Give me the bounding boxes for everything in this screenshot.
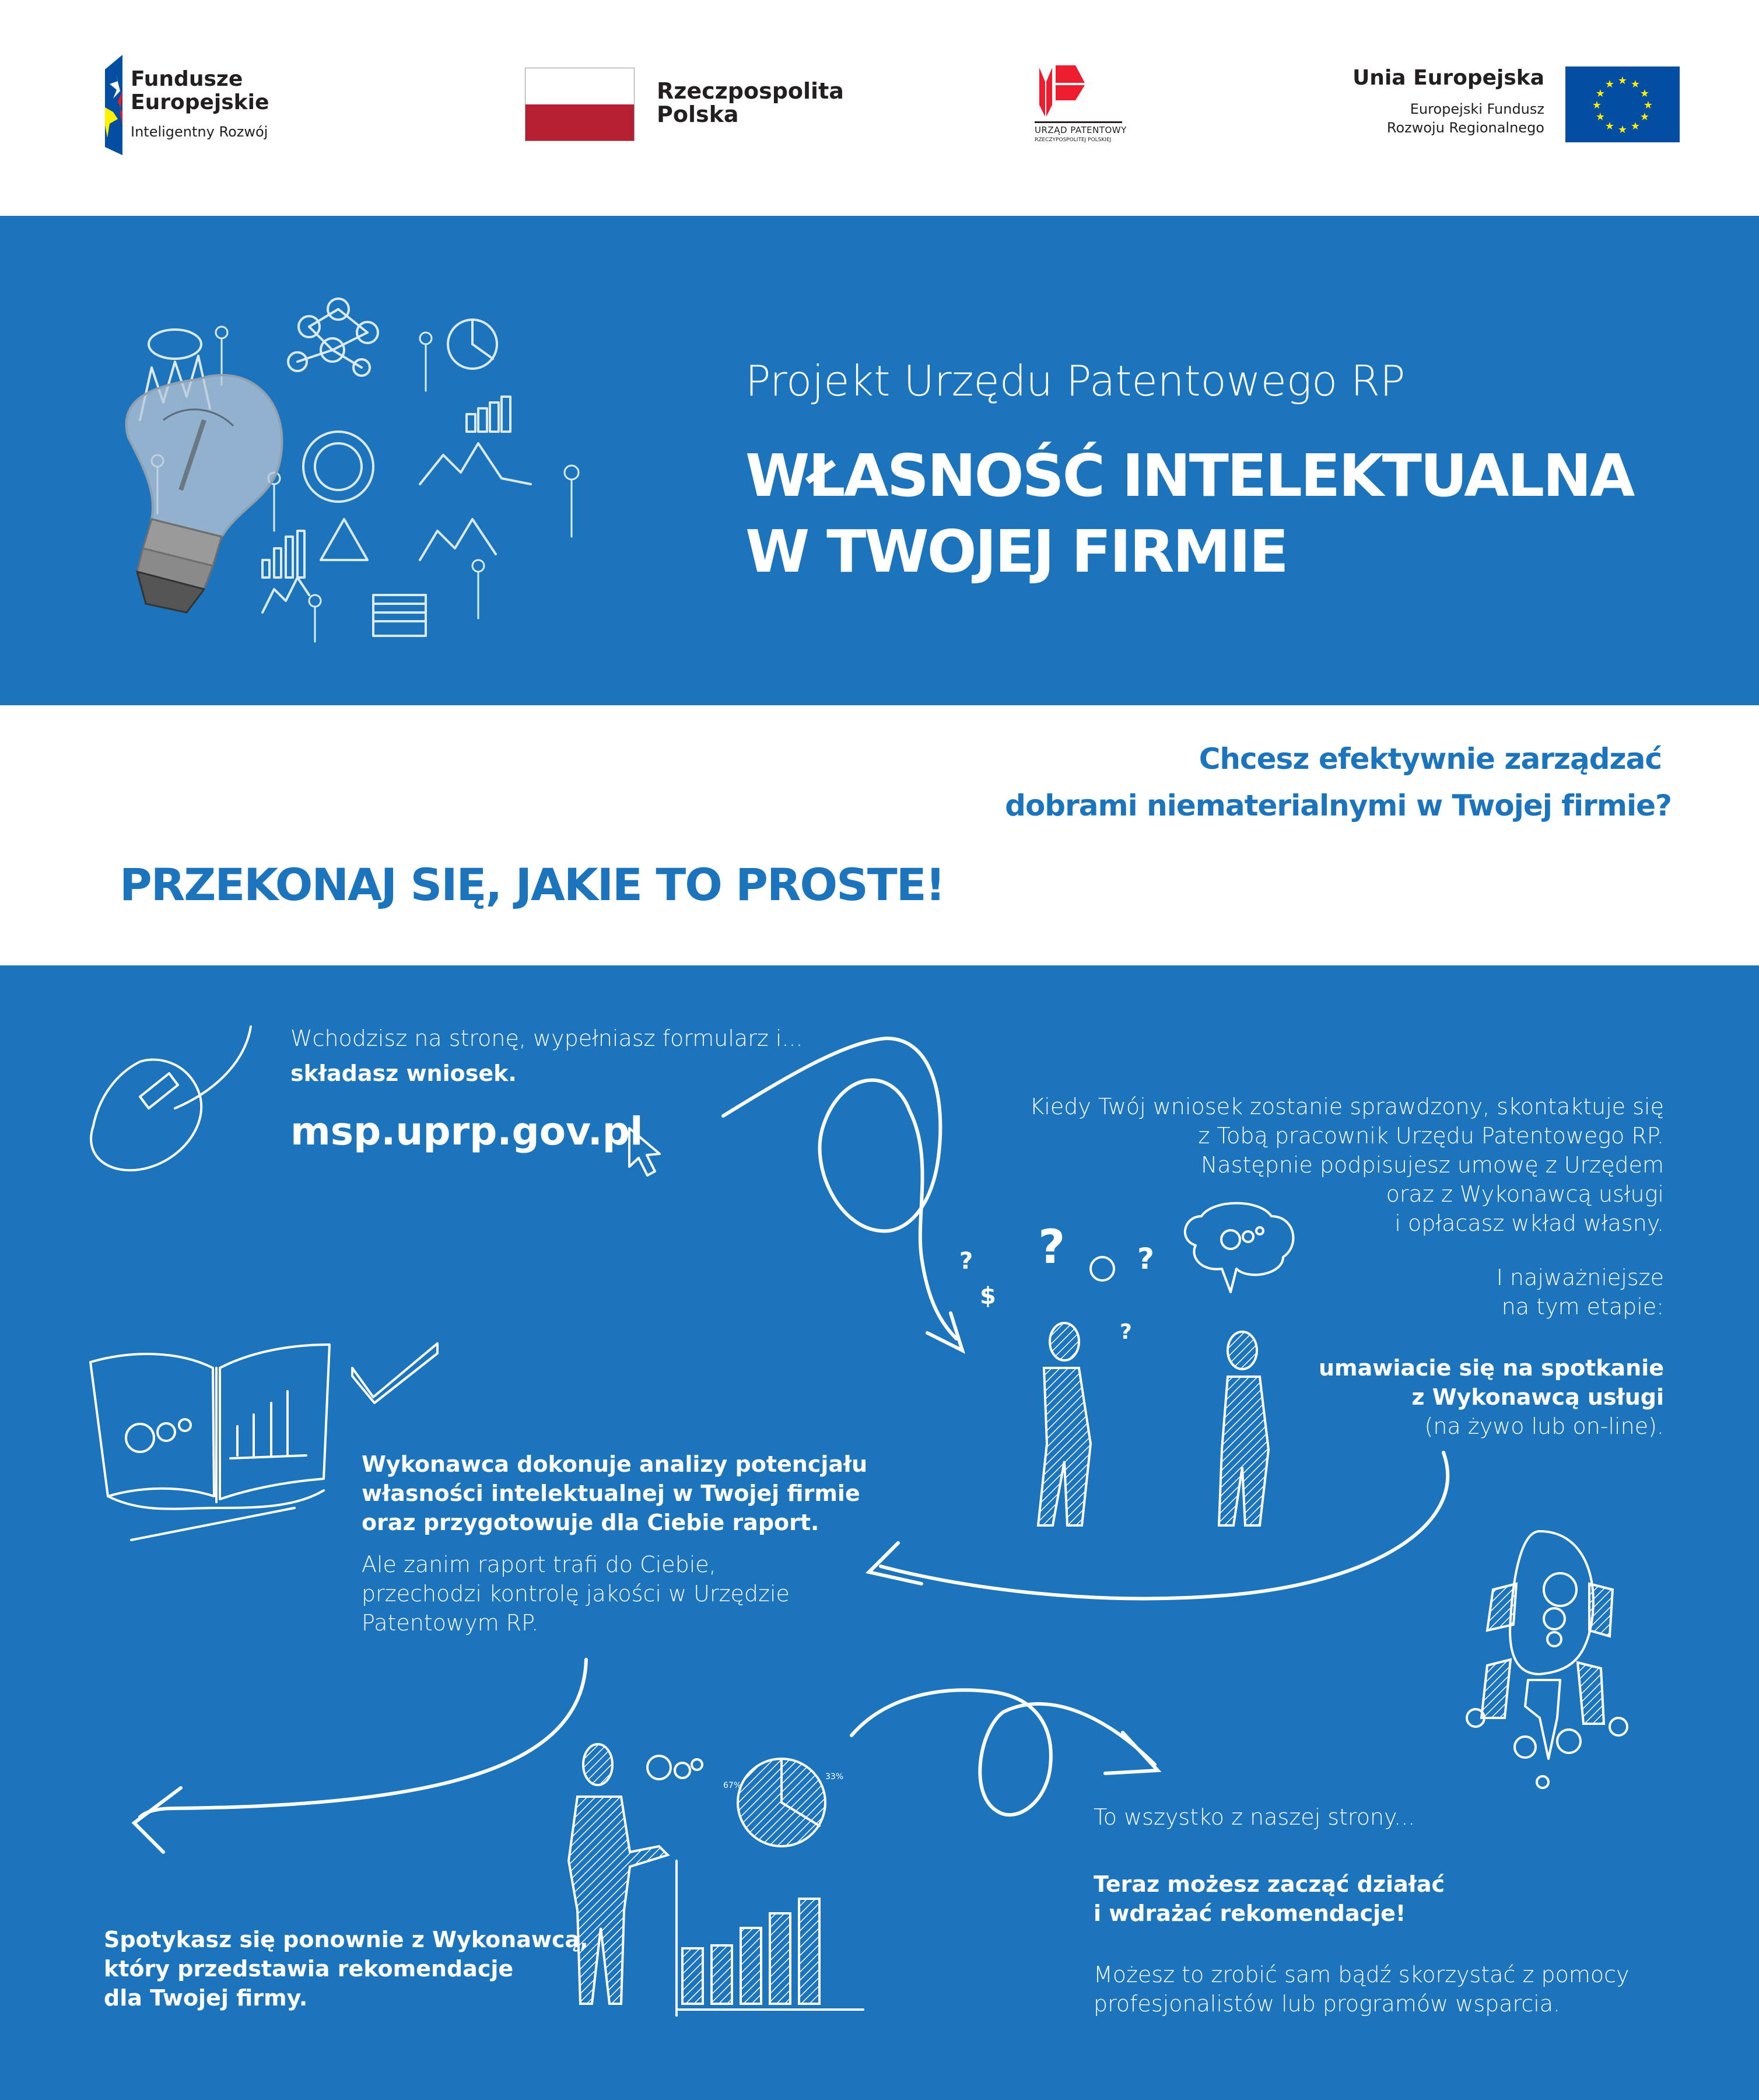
logo-fundusze-europejskie bbox=[105, 55, 350, 155]
hero-banner bbox=[0, 216, 1759, 705]
svg-text:★: ★ bbox=[1595, 88, 1606, 100]
steps-section bbox=[0, 965, 1759, 2100]
rocket-icon bbox=[1452, 1525, 1651, 1788]
eu-line2: Europejski Fundusz bbox=[1410, 101, 1544, 117]
step5-line: profesjonalistów lub programów wsparcia. bbox=[1094, 1991, 1561, 2017]
step2-line: Następnie podpisujesz umowę z Urzędem bbox=[1200, 1152, 1664, 1178]
step4-bold-line: dla Twojej firmy. bbox=[104, 1985, 308, 2011]
step2-line: oraz z Wykonawcą usługi bbox=[1386, 1181, 1664, 1207]
cursor-arrow-icon bbox=[627, 1126, 674, 1184]
pie-label-67: 67% bbox=[723, 1781, 742, 1790]
open-report-book-icon bbox=[85, 1339, 341, 1543]
hero-subtitle: Projekt Urzędu Patentowego RP bbox=[745, 356, 1406, 405]
fundusze-line1: Fundusze bbox=[131, 67, 243, 91]
svg-text:★: ★ bbox=[1639, 111, 1650, 123]
step5-line: Możesz to zrobić sam bądź skorzystać z pomocy bbox=[1094, 1962, 1630, 1987]
step2-note: (na żywo lub on-line). bbox=[1424, 1413, 1664, 1439]
logo-unia-europejska bbox=[1318, 65, 1680, 144]
intro-headline: PRZEKONAJ SIĘ, JAKIE TO PROSTE! bbox=[120, 859, 945, 911]
step2-text bbox=[1029, 1092, 1664, 1238]
step2-bold-line: umawiacie się na spotkanie bbox=[1318, 1355, 1664, 1381]
hero-title-line2: W TWOJEJ FIRMIE bbox=[745, 517, 1287, 586]
intro-question-line1: Chcesz efektywnie zarządzać bbox=[1199, 742, 1662, 776]
step3-bold bbox=[362, 1450, 867, 1537]
logo-urzad-patentowy bbox=[1015, 64, 1155, 146]
step3-bold-line: oraz przygotowuje dla Ciebie raport. bbox=[362, 1510, 819, 1535]
uprp-divider bbox=[1035, 121, 1122, 123]
step3-bold-line: Wykonawca dokonuje analizy potencjału bbox=[362, 1451, 868, 1477]
svg-text:?: ? bbox=[1137, 1242, 1155, 1276]
hero-title-line1: WŁASNOŚĆ INTELEKTUALNA bbox=[745, 442, 1634, 510]
svg-text:★: ★ bbox=[1630, 120, 1641, 132]
step5-bold-line: i wdrażać rekomendacje! bbox=[1094, 1901, 1406, 1926]
svg-text:★: ★ bbox=[1592, 99, 1602, 111]
step5-bold-line: Teraz możesz zacząć działać bbox=[1094, 1871, 1445, 1897]
svg-text:★: ★ bbox=[1617, 124, 1628, 136]
step3-line: Patentowym RP. bbox=[362, 1610, 539, 1636]
pie-label-33: 33% bbox=[825, 1772, 844, 1782]
step1-text: Wchodzisz na stronę, wypełniasz formularz i... bbox=[290, 1026, 803, 1051]
fundusze-europejskie-star-icon bbox=[105, 55, 124, 155]
step4-bold-line: który przedstawia rekomendacje bbox=[104, 1956, 514, 1982]
svg-text:?: ? bbox=[959, 1248, 973, 1275]
step2-important-line: I najważniejsze bbox=[1496, 1265, 1664, 1290]
rp-line2: Polska bbox=[657, 102, 739, 127]
svg-text:★: ★ bbox=[1639, 88, 1650, 100]
step5-bold bbox=[1094, 1870, 1445, 1928]
step1-url-link[interactable]: msp.uprp.gov.pl bbox=[290, 1109, 643, 1154]
step2-important-line: na tym etapie: bbox=[1501, 1294, 1664, 1320]
presenting-businessman-icon bbox=[566, 1735, 939, 2080]
uprp-logo-icon bbox=[1023, 64, 1116, 120]
rp-line1: Rzeczpospolita bbox=[657, 78, 844, 104]
svg-text:?: ? bbox=[1038, 1220, 1066, 1274]
step2-bold-line: z Wykonawcą usługi bbox=[1411, 1384, 1664, 1410]
intro-section bbox=[0, 705, 1759, 965]
svg-text:★: ★ bbox=[1604, 120, 1615, 132]
step3-bold-line: własności intelektualnej w Twojej firmie bbox=[362, 1480, 860, 1506]
step2-bold bbox=[1319, 1353, 1664, 1412]
step4-bold bbox=[104, 1925, 588, 2013]
step2-line: z Tobą pracownik Urzędu Patentowego RP. bbox=[1198, 1123, 1664, 1149]
polish-flag-full bbox=[525, 68, 635, 141]
lightbulb-business-sketch-icon bbox=[87, 286, 612, 648]
svg-text:★: ★ bbox=[1595, 111, 1606, 123]
eu-line3: Rozwoju Regionalnego bbox=[1386, 120, 1544, 136]
intro-question-line2: dobrami niematerialnymi w Twojej firmie? bbox=[1005, 789, 1672, 822]
step5-text bbox=[1094, 1960, 1630, 2018]
step2-line: i opłacasz wkład własny. bbox=[1394, 1210, 1664, 1236]
svg-text:★: ★ bbox=[1617, 75, 1628, 87]
header-logo-bar bbox=[0, 0, 1759, 216]
step3-line: Ale zanim raport trafi do Ciebie, bbox=[362, 1552, 716, 1577]
step2-important bbox=[1497, 1263, 1664, 1321]
step2-line: Kiedy Twój wniosek zostanie sprawdzony, skontaktuje się bbox=[1029, 1094, 1664, 1119]
step1-bold: składasz wniosek. bbox=[290, 1060, 517, 1086]
step5-intro: To wszystko z naszej strony... bbox=[1094, 1804, 1415, 1830]
fundusze-line3: Inteligentny Rozwój bbox=[131, 124, 268, 140]
eu-line1: Unia Europejska bbox=[1352, 66, 1544, 90]
checkmark-icon bbox=[350, 1339, 443, 1403]
logo-rzeczpospolita-polska bbox=[525, 68, 852, 142]
svg-text:★: ★ bbox=[1630, 78, 1641, 90]
svg-text:$: $ bbox=[980, 1283, 996, 1310]
svg-text:?: ? bbox=[1120, 1320, 1132, 1344]
fundusze-line2: Europejskie bbox=[131, 90, 269, 114]
svg-text:★: ★ bbox=[1643, 99, 1653, 111]
computer-mouse-icon bbox=[82, 1027, 268, 1178]
two-people-talking-icon bbox=[956, 1199, 1318, 1525]
lightbulb bbox=[127, 375, 282, 612]
uprp-line1: URZĄD PATENTOWY bbox=[1035, 125, 1127, 135]
svg-text:★: ★ bbox=[1604, 78, 1615, 90]
eu-flag-icon bbox=[1565, 66, 1680, 142]
uprp-line2: RZECZYPOSPOLITEJ POLSKIEJ bbox=[1035, 137, 1112, 143]
step3-text bbox=[362, 1550, 790, 1637]
step4-bold-line: Spotykasz się ponownie z Wykonawcą, bbox=[104, 1927, 588, 1952]
step3-line: przechodzi kontrolę jakości w Urzędzie bbox=[362, 1581, 790, 1606]
